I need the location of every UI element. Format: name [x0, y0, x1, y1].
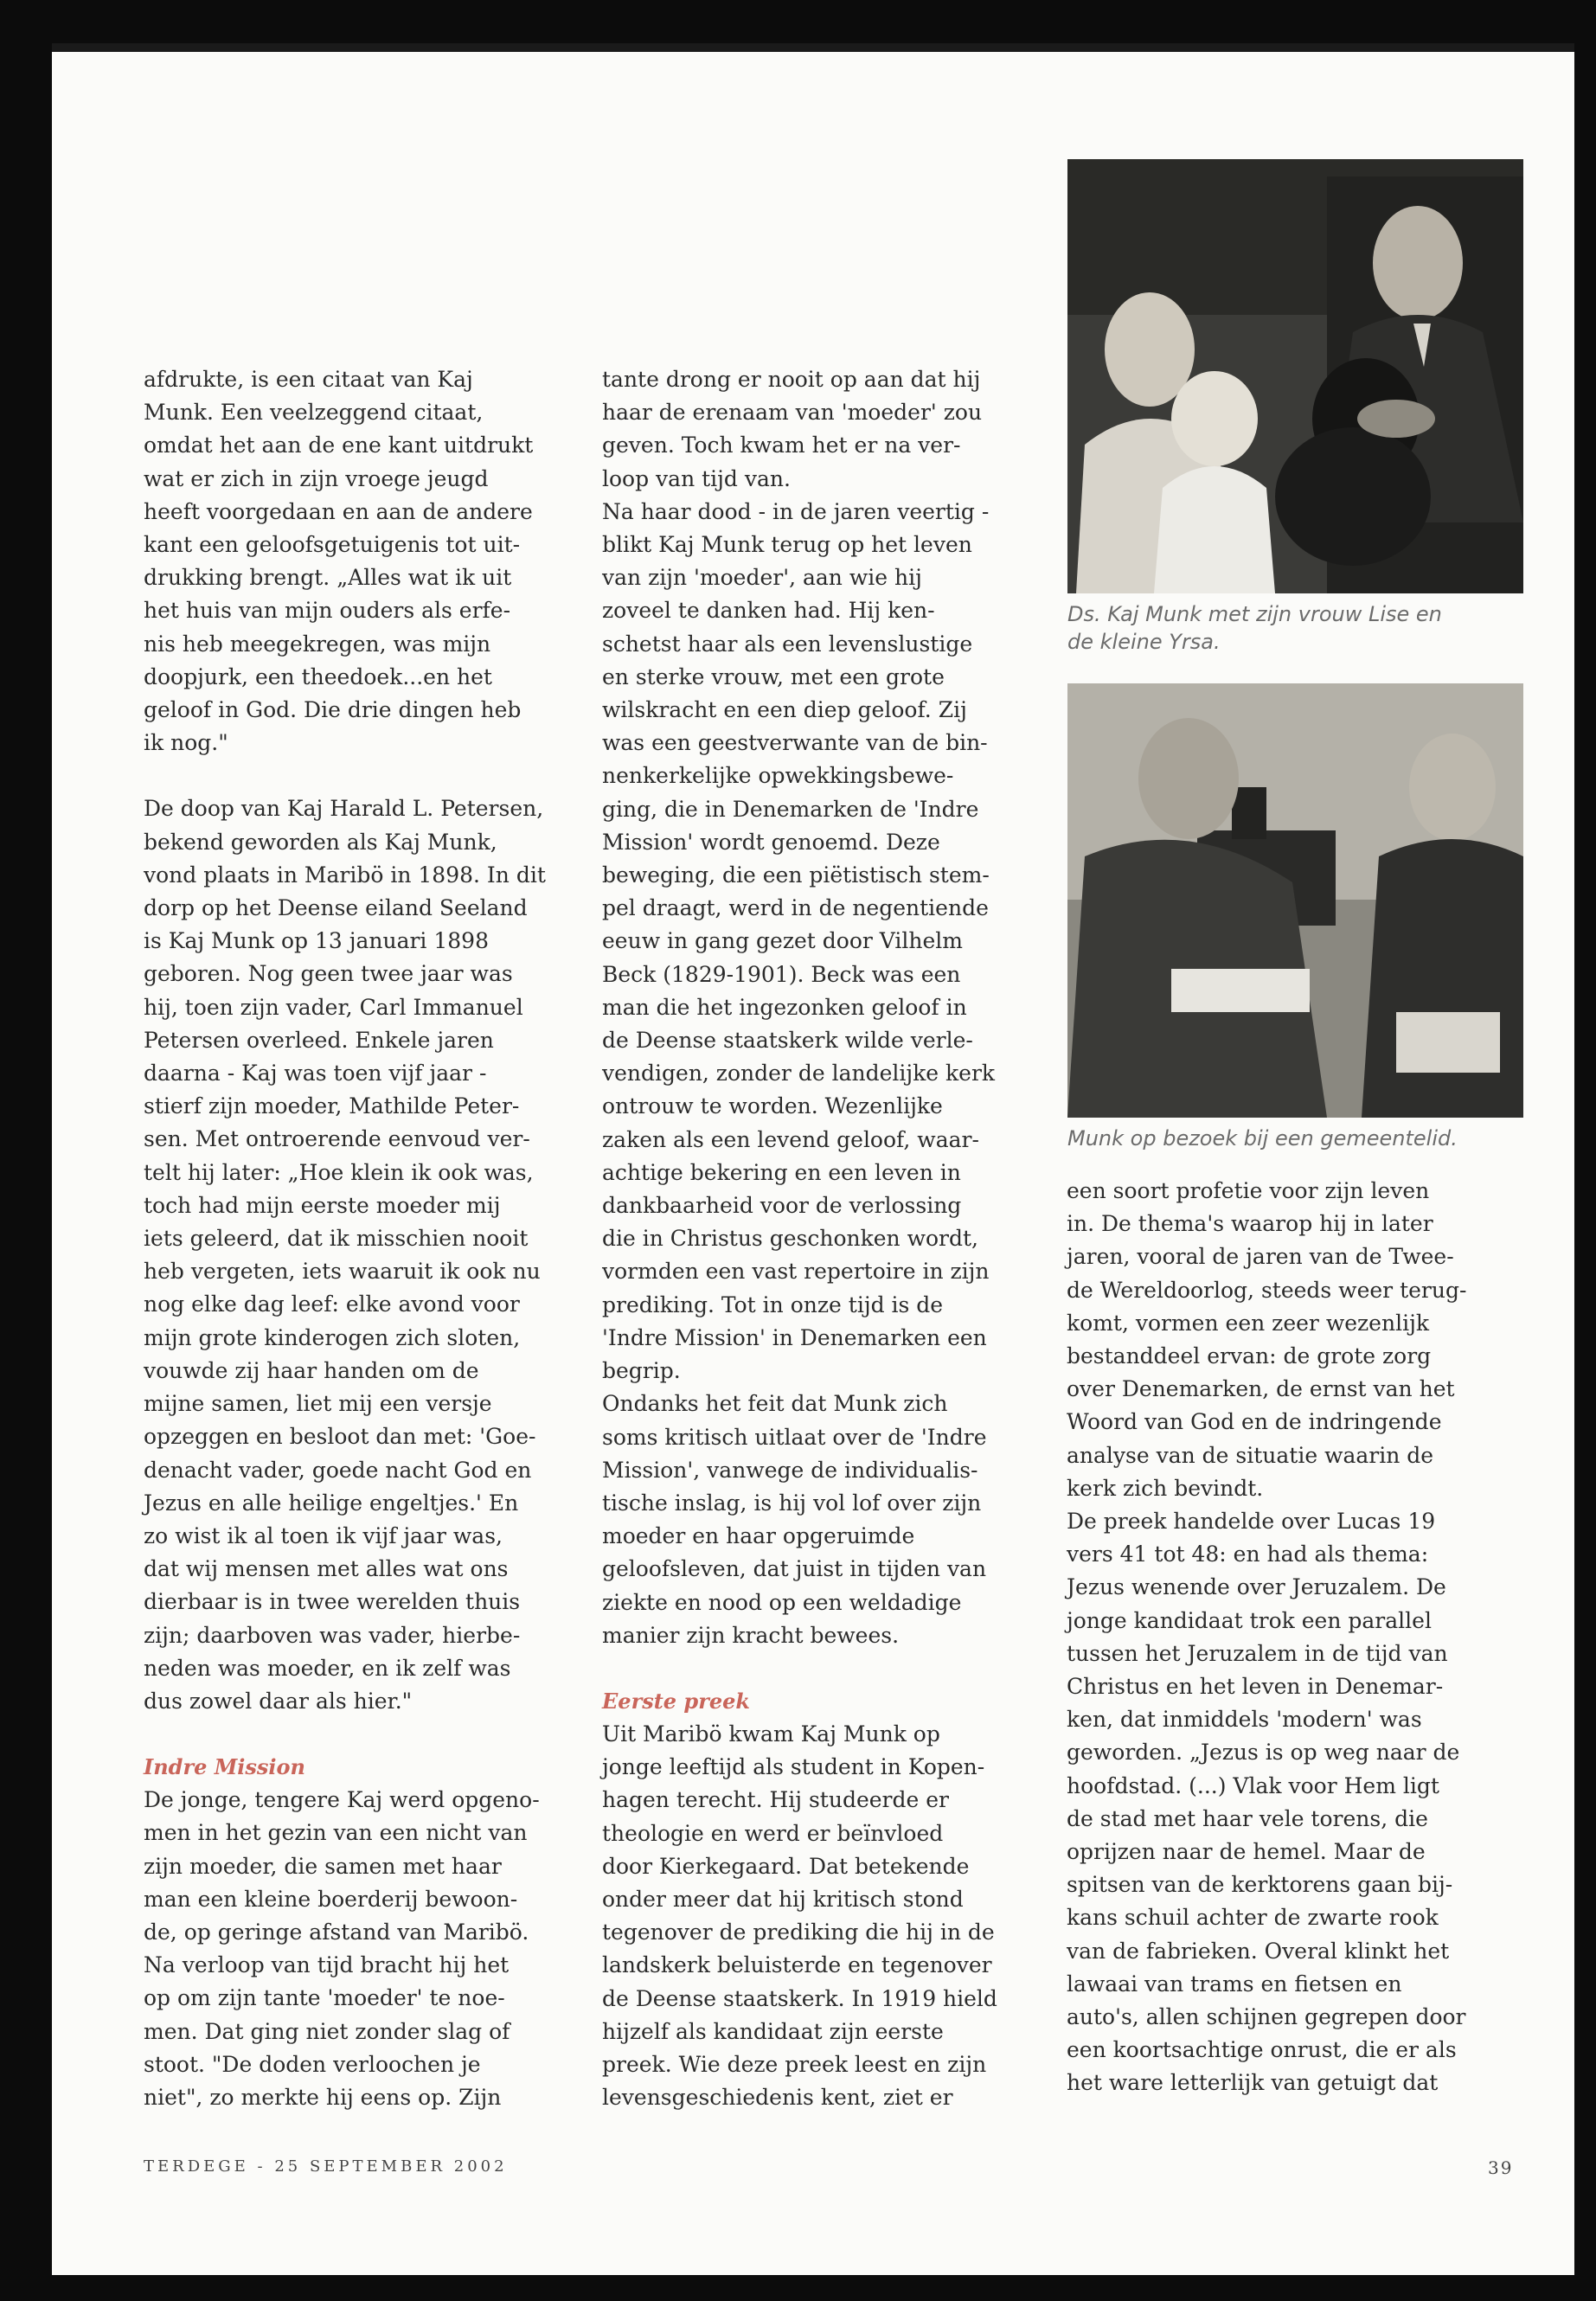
- paragraph: De doop van Kaj Harald L. Petersen, bekend geworden als Kaj Munk, vond plaats in Maribö in 1898. In dit dorp op het Deense eiland Seeland is Kaj Munk op 13 januari 1898 geboren. Nog geen twee jaar was hij, toen zijn vader, Carl Immanuel Petersen overleed. Enkele jaren daarna - Kaj was toen vijf jaar - stierf zijn moeder, Mathilde Peter- sen. Met ontroerende eenvoud ver- telt hij later: „Hoe klein ik ook was, toch had mijn eerste moeder mij iets geleerd, dat ik misschien nooit heb vergeten, iets waaruit ik ook nu nog elke dag leef: elke avond voor mijn grote kinderogen zich sloten, vouwde zij haar handen om de mijne samen, liet mij een versje opzeggen en besloot dan met: 'Goe- denacht vader, goede nacht God en Jezus en alle heilige engeltjes.' En zo wist ik al toen ik vijf jaar was, dat wij mensen met alles wat ons dierbaar is in twee werelden thuis zijn; daarboven was vader, hierbe- neden was moeder, en ik zelf was dus zowel daar als hier.": [144, 796, 546, 1714]
- photo-munk-visit: [1067, 683, 1523, 1118]
- article-column-3: [1067, 1175, 1525, 2100]
- caption-text: Munk op bezoek bij een gemeentelid.: [1067, 1126, 1458, 1150]
- photo-munk-family: [1067, 159, 1523, 593]
- paragraph: een soort profetie voor zijn leven in. De thema's waarop hij in later jaren, vooral de jaren van de Twee- de Wereldoorlog, steeds weer terug- komt, vormen een zeer wezenlijk bestanddeel ervan: de grote zorg over Denemarken, de ernst van het Woord van God en de indringende analyse van de situatie waarin de kerk zich bevindt.: [1067, 1178, 1467, 1501]
- article-column-1: [144, 363, 628, 2114]
- page-number: 39: [1488, 2157, 1514, 2178]
- paragraph: Ondanks het feit dat Munk zich soms kritisch uitlaat over de 'Indre Mission', vanwege de individualis- tische inslag, is hij vol lof over zijn moeder en haar opgeruimde geloofsleven, dat juist in tijden van ziekte en nood op een weldadige manier zijn kracht bewees.: [602, 1391, 987, 1648]
- paragraph: De preek handelde over Lucas 19 vers 41 tot 48: en had als thema: Jezus wenende over Jeruzalem. De jonge kandidaat trok een parallel tussen het Jeruzalem in de tijd van Christus en het leven in Denemar- ken, dat inmiddels 'modern' was geworden. „Jezus is op weg naar de hoofdstad. (...) Vlak voor Hem ligt de stad met haar vele torens, die oprijzen naar de hemel. Maar de spitsen van de kerktorens gaan bij- kans schuil achter de zwarte rook van de fabrieken. Overal klinkt het lawaai van trams en fietsen en auto's, allen schijnen gegrepen door een koortsachtige onrust, die er als het ware letterlijk van getuigt dat: [1067, 1509, 1466, 2096]
- magazine-page: [52, 43, 1574, 2275]
- article-column-2: [602, 363, 1052, 2114]
- caption-text: Ds. Kaj Munk met zijn vrouw Lise en de kleine Yrsa.: [1067, 602, 1442, 654]
- section-heading-eerste-preek: Eerste preek: [602, 1688, 751, 1714]
- paragraph: tante drong er nooit op aan dat hij haar de erenaam van 'moeder' zou geven. Toch kwam het er na ver- loop van tijd van.: [602, 367, 983, 491]
- photo-caption-1: [1067, 600, 1523, 656]
- paragraph: Na haar dood - in de jaren veertig - blikt Kaj Munk terug op het leven van zijn 'moeder', aan wie hij zoveel te danken had. Hij ken- schetst haar als een levenslustige en sterke vrouw, met een grote wilskracht en een diep geloof. Zij was een geestverwante van de bin- nenkerkelijke opwekkingsbewe- ging, die in Denemarken de 'Indre Mission' wordt genoemd. Deze beweging, die een piëtistisch stem- pel draagt, werd in de negentiende eeuw in gang gezet door Vilhelm Beck (1829-1901). Beck was een man die het ingezonken geloof in de Deense staatskerk wilde verle- vendigen, zonder de landelijke kerk ontrouw te worden. Wezenlijke zaken als een levend geloof, waar- achtige bekering en een leven in dankbaarheid voor de verlossing die in Christus geschonken wordt, vormden een vast repertoire in zijn prediking. Tot in onze tijd is de 'Indre Mission' in Denemarken een begrip.: [602, 498, 996, 1384]
- section-heading-indre-mission: Indre Mission: [144, 1754, 306, 1780]
- top-border: [52, 43, 1574, 52]
- footer-publication: TERDEGE - 25 SEPTEMBER 2002: [144, 2157, 508, 2176]
- photo-caption-2: [1067, 1125, 1523, 1152]
- paragraph: De jonge, tengere Kaj werd opgeno- men in het gezin van een nicht van zijn moeder, die samen met haar man een kleine boerderij bewoon- de, op geringe afstand van Maribö. Na verloop van tijd bracht hij het op om zijn tante 'moeder' te noe- men. Dat ging niet zonder slag of stoot. "De doden verloochen je niet", zo merkte hij eens op. Zijn: [144, 1787, 540, 2110]
- paragraph: Uit Maribö kwam Kaj Munk op jonge leeftijd als student in Kopen- hagen terecht. Hij studeerde er theologie en werd er beïnvloed door Kierkegaard. Dat betekende onder meer dat hij kritisch stond tegenover de prediking die hij in de landskerk beluisterde en tegenover de Deense staatskerk. In 1919 hield hijzelf als kandidaat zijn eerste preek. Wie deze preek leest en zijn levensgeschiedenis kent, ziet er: [602, 1721, 997, 2111]
- paragraph: afdrukte, is een citaat van Kaj Munk. Een veelzeggend citaat, omdat het aan de ene kant uitdrukt wat er zich in zijn vroege jeugd heeft voorgedaan en aan de andere kant een geloofsgetuigenis tot uit- drukking brengt. „Alles wat ik uit het huis van mijn ouders als erfe- nis heb meegekregen, was mijn doopjurk, een theedoek...en het geloof in God. Die drie dingen heb ik nog.": [144, 367, 534, 756]
